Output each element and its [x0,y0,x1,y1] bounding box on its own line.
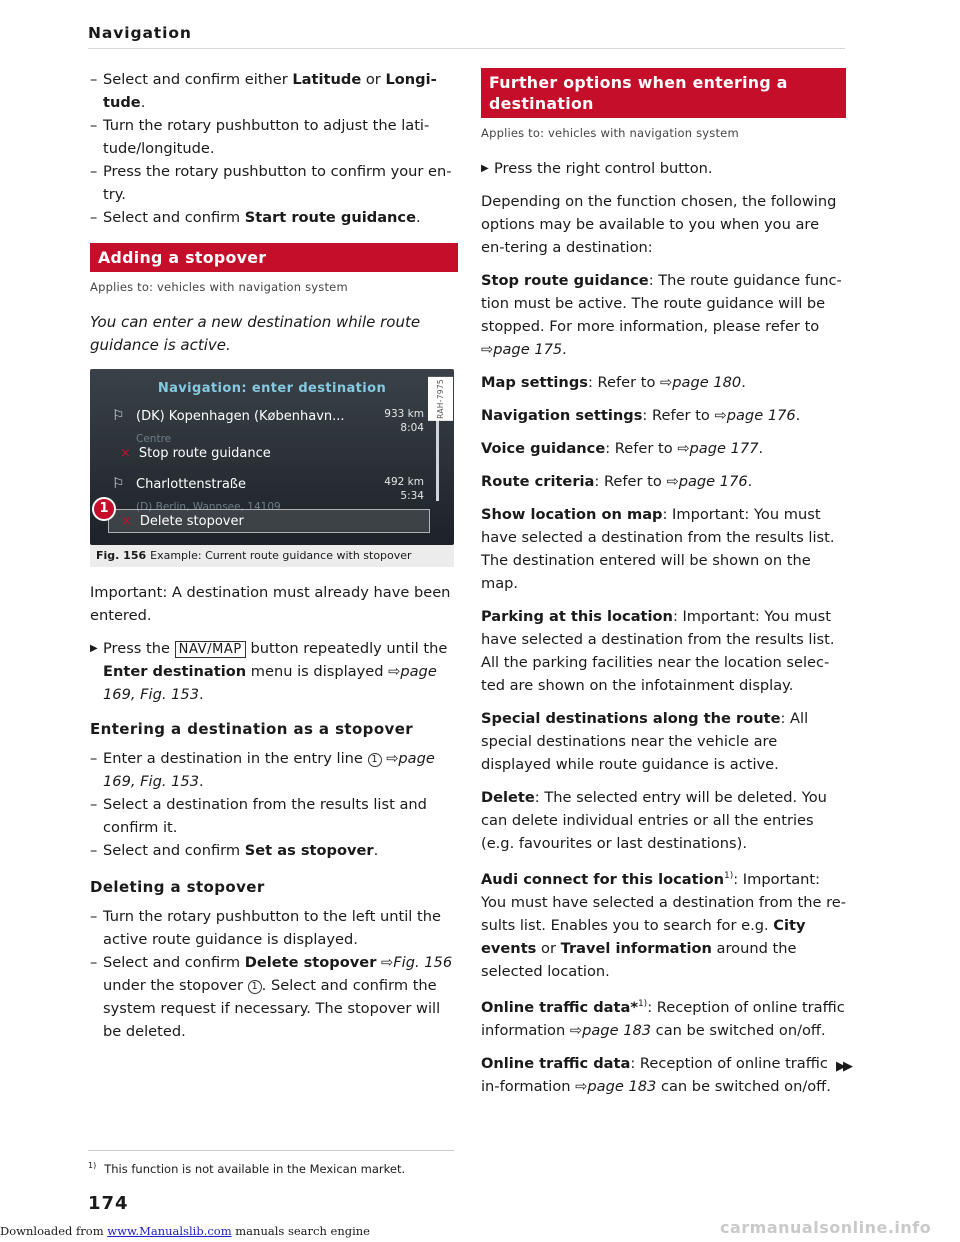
list-item: – Select and confirm Start route guidance. [90,209,421,226]
right-column [481,68,846,1098]
option-route-criteria: Route criteria: Refer to ⇨page 176. [481,473,753,490]
figure-code: RAH-7975 [428,377,453,421]
callout-circle: 1 [368,753,382,767]
option-voice-guidance: Voice guidance: Refer to ⇨page 177. [481,440,764,457]
options-intro: Depending on the function chosen, the following options may be available to you when you are en-tering a destination: [481,193,837,256]
option-audi-connect: Audi connect for this location$^{1)}$: Important: You must have selected a destination from the re-sults list. Enables you to search for e.g. City events or Travel information around the selected location. [481,870,847,980]
footnote-divider [88,1150,454,1151]
stop-route-guidance-row: × Stop route guidance [120,446,271,461]
left-column [90,68,458,1043]
close-icon: × [121,514,132,529]
list-item: – Select and confirm Delete stopover ⇨Fig. 156 under the stopover 1 . Select and confirm the system request if necessary. The stopover will be deleted. [90,954,453,1040]
option-navigation-settings: Navigation settings: Refer to ⇨page 176. [481,407,801,424]
important-note: Important: A destination must already have been entered. [90,584,451,624]
destination-row-copenhagen: ⚐ (DK) Kopenhagen (København... Centre 933 km 8:04 [108,401,430,437]
callout-circle: 1 [248,980,262,994]
option-online-traffic-2: Online traffic data: Reception of online traffic in-formation ⇨page 183 can be switched on/off. [481,1054,831,1095]
stopover-row-charlottenstrasse: ⚐ Charlottenstraße (D) Berlin, Wannsee, 14109 492 km 5:34 [108,469,430,505]
list-item: – Enter a destination in the entry line 1 ⇨page 169, Fig. 153. [90,750,435,790]
press-nav-map-step: ▶ Press the NAV/MAP button repeatedly until the Enter destination menu is displayed ⇨page 169, Fig. 153. [90,640,448,703]
applies-note: Applies to: vehicles with navigation system [481,126,739,140]
list-item: – Select and confirm either Latitude or Longi-tude. [90,71,437,111]
list-item: – Select a destination from the results list and confirm it. [90,796,427,836]
flag-route-icon: ⚐ [112,408,125,424]
figure-156 [90,369,454,567]
screen-title: Navigation: enter destination [157,381,387,396]
subheading-entering-stopover: Entering a destination as a stopover [90,720,414,738]
section-title-further-options: Further options when entering a destination [481,68,846,118]
option-map-settings: Map settings: Refer to ⇨page 180. [481,374,746,391]
list-item: – Press the rotary pushbutton to confirm your en-try. [90,163,452,203]
close-icon: × [120,446,131,461]
option-online-traffic-1: Online traffic data*$^{1)}$: Reception of online traffic information ⇨page 183 can be switched on/off. [481,998,845,1039]
option-parking: Parking at this location: Important: You must have selected a destination from the results list. All the parking facilities near the location selec-ted are shown on the infotainment display. [481,608,835,694]
header-divider [88,48,845,49]
nav-map-key: NAV/MAP [175,641,246,658]
page-number: 174 [88,1193,129,1214]
figure-caption: Fig. 156 Example: Current route guidance with stopover [90,545,454,567]
press-right-control-step: ▶ Press the right control button. [481,160,713,177]
callout-badge: 1 [92,497,116,521]
option-special-destinations: Special destinations along the route: All special destinations near the vehicle are displayed while route guidance is active. [481,710,809,773]
watermark: carmanualsonline.info [720,1218,932,1237]
applies-note: Applies to: vehicles with navigation system [90,280,348,294]
flag-route-icon: ⚐ [112,476,125,492]
subheading-deleting-stopover: Deleting a stopover [90,878,265,896]
option-show-location-on-map: Show location on map: Important: You must have selected a destination from the results list. The destination entered will be shown on the map. [481,506,835,592]
option-delete: Delete: The selected entry will be deleted. You can delete individual entries or all the entries (e.g. favourites or last destinations). [481,789,827,852]
list-item: – Select and confirm Set as stopover. [90,842,379,859]
page-header-title: Navigation [88,24,192,42]
infotainment-screen [90,369,454,545]
download-source-line: Downloaded from www.Manualslib.com manuals search engine [0,1224,370,1238]
section-lead: You can enter a new destination while route guidance is active. [90,313,421,354]
list-item: – Turn the rotary pushbutton to the left until the active route guidance is displayed. [90,908,441,948]
option-stop-route-guidance: Stop route guidance: The route guidance func-tion must be active. The route guidance will be stopped. For more information, please refer to ⇨page 175. [481,272,842,358]
delete-stopover-row: × Delete stopover [108,509,430,533]
list-item: – Turn the rotary pushbutton to adjust the lati-tude/longitude. [90,117,430,157]
footnote: $^{1)}$ This function is not available in the Mexican market. [88,1161,406,1176]
continue-arrow-icon: ▶▶ [836,1059,850,1074]
manualslib-link[interactable]: www.Manualslib.com [107,1224,232,1238]
section-title-adding-stopover: Adding a stopover [90,243,458,272]
